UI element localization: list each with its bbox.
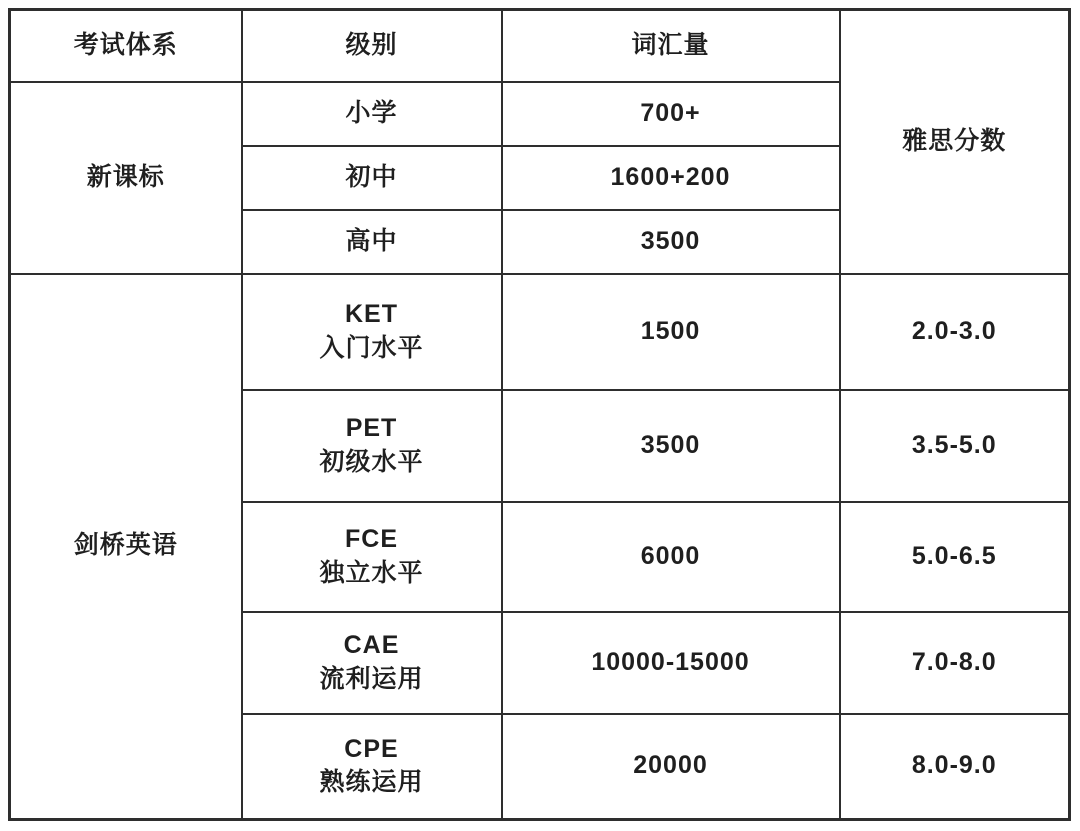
cell-vocab-pet: 3500 bbox=[502, 390, 840, 502]
cell-system-new-curriculum: 新课标 bbox=[10, 82, 242, 274]
cell-score-cae: 7.0-8.0 bbox=[840, 612, 1070, 714]
fce-desc: 独立水平 bbox=[319, 558, 424, 587]
cell-level-pet bbox=[242, 390, 502, 502]
pet-desc: 初级水平 bbox=[319, 447, 424, 476]
ket-desc: 入门水平 bbox=[319, 333, 424, 362]
col-header-vocabulary: 词汇量 bbox=[502, 10, 840, 82]
cell-level-primary: 小学 bbox=[242, 82, 502, 146]
cell-level-cpe bbox=[242, 714, 502, 820]
cell-level-senior: 高中 bbox=[242, 210, 502, 274]
col-header-level: 级别 bbox=[242, 10, 502, 82]
cell-score-pet: 3.5-5.0 bbox=[840, 390, 1070, 502]
cell-vocab-cae: 10000-15000 bbox=[502, 612, 840, 714]
col-header-ielts-score: 雅思分数 bbox=[840, 10, 1070, 274]
cell-vocab-primary: 700+ bbox=[502, 82, 840, 146]
cell-system-cambridge: 剑桥英语 bbox=[10, 274, 242, 820]
cell-vocab-senior: 3500 bbox=[502, 210, 840, 274]
cell-score-fce: 5.0-6.5 bbox=[840, 502, 1070, 612]
ket-name: KET bbox=[345, 299, 398, 328]
cpe-desc: 熟练运用 bbox=[319, 768, 424, 797]
cae-desc: 流利运用 bbox=[319, 664, 424, 693]
cell-score-cpe: 8.0-9.0 bbox=[840, 714, 1070, 820]
cell-level-cae bbox=[242, 612, 502, 714]
cell-level-ket bbox=[242, 274, 502, 390]
pet-name: PET bbox=[345, 413, 398, 442]
cell-vocab-cpe: 20000 bbox=[502, 714, 840, 820]
cell-vocab-ket: 1500 bbox=[502, 274, 840, 390]
table-row-ket bbox=[10, 274, 1070, 390]
vocabulary-ielts-table bbox=[8, 8, 1071, 821]
cell-vocab-junior: 1600+200 bbox=[502, 146, 840, 210]
cell-score-ket: 2.0-3.0 bbox=[840, 274, 1070, 390]
fce-name: FCE bbox=[345, 524, 398, 553]
cae-name: CAE bbox=[343, 630, 400, 659]
col-header-exam-system: 考试体系 bbox=[10, 10, 242, 82]
table-header-row bbox=[10, 10, 1070, 82]
cpe-name: CPE bbox=[344, 734, 399, 763]
cell-level-junior: 初中 bbox=[242, 146, 502, 210]
cell-vocab-fce: 6000 bbox=[502, 502, 840, 612]
cell-level-fce bbox=[242, 502, 502, 612]
